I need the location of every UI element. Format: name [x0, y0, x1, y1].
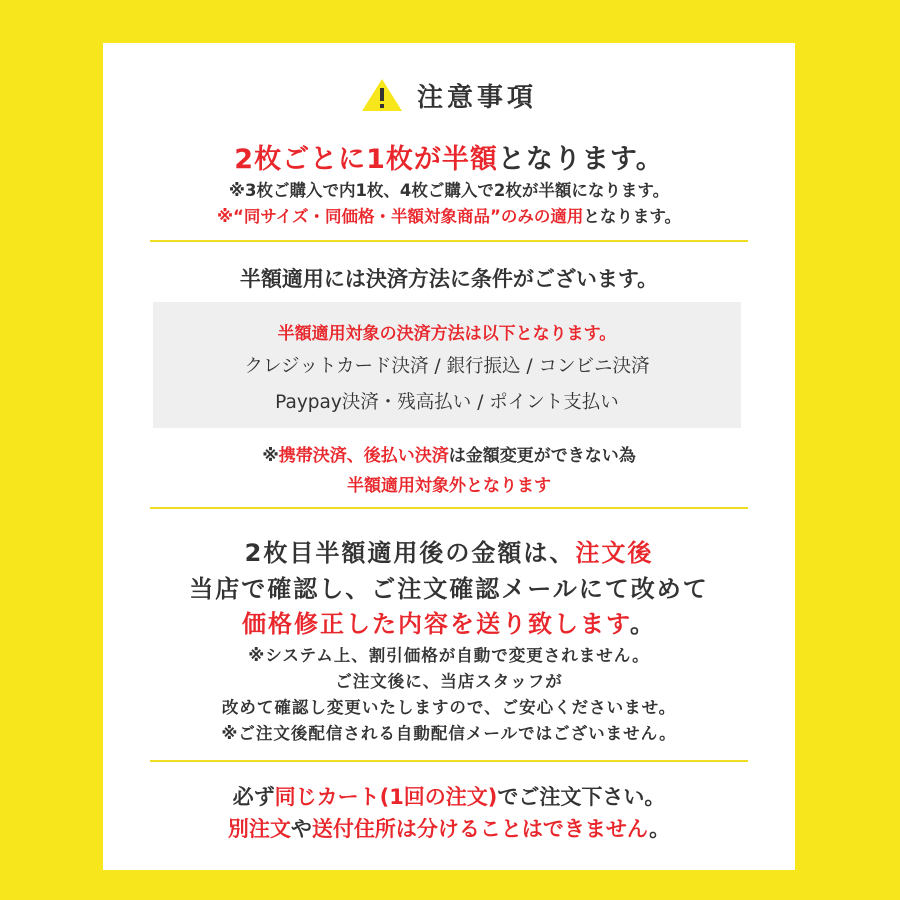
price-after-order-line3 [103, 604, 795, 639]
half-price-example: ※3枚ご購入で内1枚、4枚ご購入で2枚が半額になります。 [228, 181, 670, 200]
heading-text: 注意事項 [416, 83, 537, 113]
separate-order-highlight: 別注文 [227, 817, 291, 841]
excluded-methods: 携帯決済、後払い決済 [278, 446, 449, 466]
payment-exclusion-note [103, 441, 795, 466]
payment-methods-line2: Paypay決済・残高払い / ポイント支払い [275, 392, 619, 413]
half-price-rule [103, 137, 795, 176]
half-price-condition-text: となります。 [583, 207, 682, 226]
separate-order-conjunction: や [290, 817, 312, 841]
warning-triangle-icon [361, 78, 403, 119]
divider [150, 507, 748, 509]
half-price-condition-highlight: ※“同サイズ・同価格・半額対象商品”のみの適用 [216, 207, 584, 226]
payment-methods-box [153, 302, 741, 428]
price-correction-end: 。 [630, 610, 657, 638]
same-cart-highlight: 同じカート(1回の注文) [274, 785, 498, 809]
payment-condition-title: 半額適用には決済方法に条件がございます。 [239, 267, 659, 291]
same-cart-suffix: でご注文下さい。 [497, 785, 666, 809]
price-correction-highlight: 価格修正した内容を送り致します [241, 610, 631, 638]
payment-methods-line1: クレジットカード決済 / 銀行振込 / コンビニ決済 [244, 356, 650, 377]
staff-note-line2: 改めて確認し変更いたしますので、ご安心くださいませ。 [221, 698, 677, 717]
price-after-order-line2: 当店で確認し、ご注文確認メールにて改めて [189, 575, 709, 603]
separate-order-end: 。 [649, 817, 671, 841]
price-after-order-line1 [103, 533, 795, 568]
staff-note-line1: ご注文後に、当店スタッフが [335, 672, 563, 691]
half-price-condition [103, 203, 795, 227]
same-cart-prefix: 必ず [232, 785, 275, 809]
price-after-order-highlight: 注文後 [575, 539, 654, 567]
payment-exclusion-result: 半額適用対象外となります [347, 476, 551, 496]
payment-methods-title: 半額適用対象の決済方法は以下となります。 [277, 324, 617, 344]
notice-card [103, 43, 795, 870]
system-note: ※システム上、割引価格が自動で変更されません。 [248, 646, 650, 665]
price-after-order-text: 2枚目半額適用後の金額は、 [244, 539, 576, 567]
notice-heading [103, 77, 795, 119]
divider [150, 760, 748, 762]
note-mark: ※ [262, 446, 279, 466]
separate-address-highlight: 送付住所は分けることはできません [311, 817, 650, 841]
divider [150, 240, 748, 242]
half-price-rule-text: となります。 [497, 144, 664, 175]
same-cart-notice [103, 781, 795, 811]
separate-order-notice [103, 813, 795, 843]
auto-mail-note: ※ご注文後配信される自動配信メールではございません。 [221, 724, 677, 743]
half-price-rule-highlight: 2枚ごとに1枚が半額 [234, 144, 498, 175]
payment-exclusion-text: は金額変更ができない為 [448, 446, 636, 466]
